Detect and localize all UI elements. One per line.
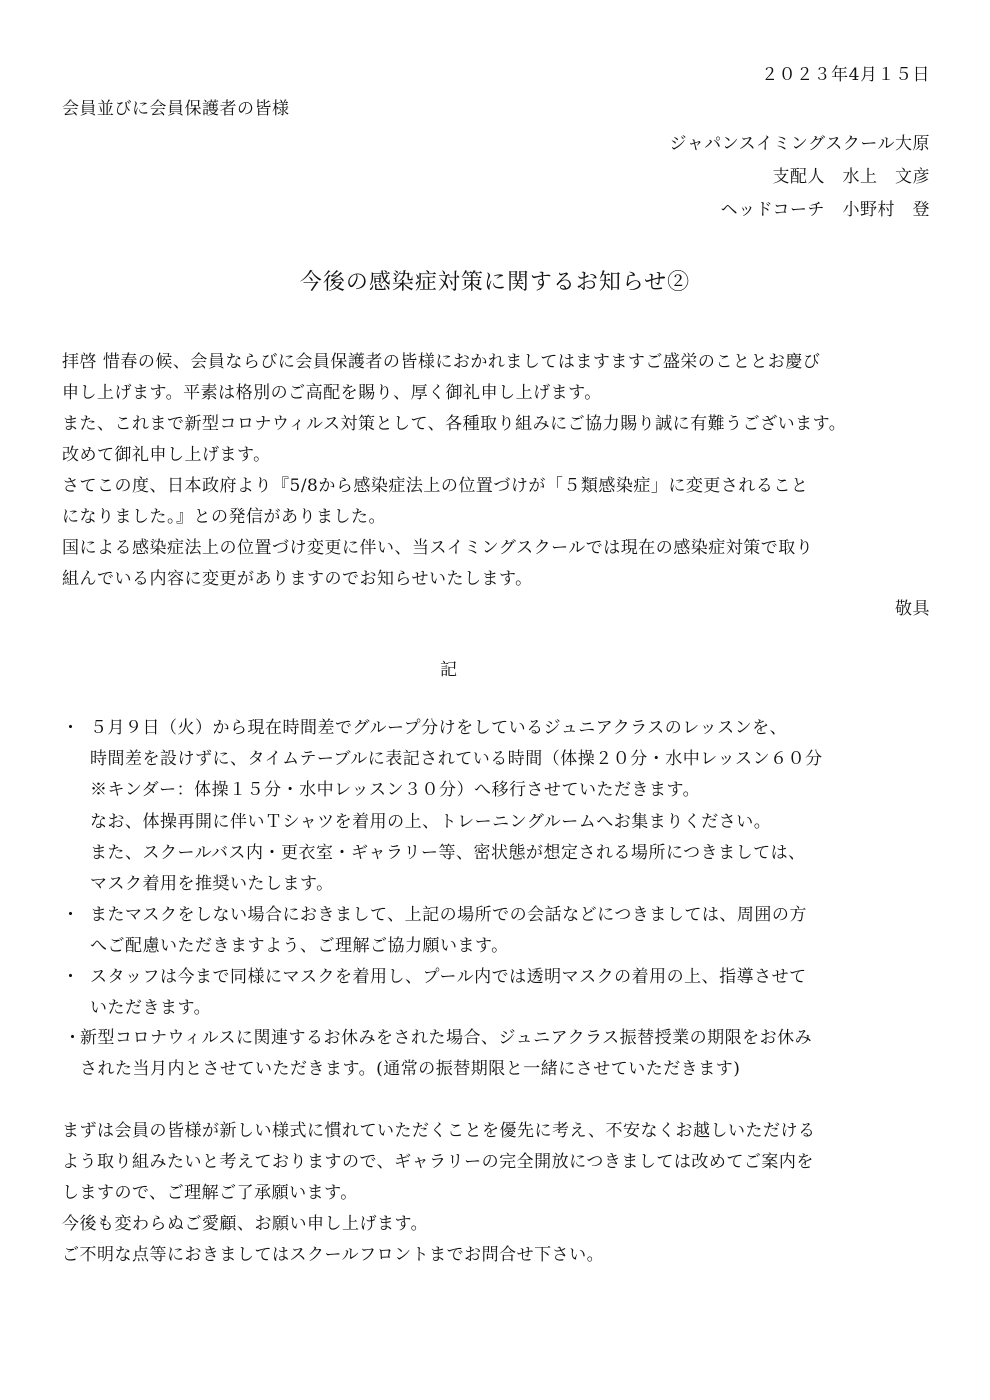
intro-line: また、これまで新型コロナウィルス対策として、各種取り組みにご協力賜り誠に有難うございます。 — [62, 414, 847, 434]
intro-line: になりました。』との発信がありました。 — [62, 507, 386, 527]
sender-organization: ジャパンスイミングスクール大原 — [669, 134, 930, 154]
intro-line: 拝啓 惜春の候、会員ならびに会員保護者の皆様におかれましてはますますご盛栄のこととお慶び — [62, 352, 821, 372]
bullet-1-line: ５月９日（火）から現在時間差でグループ分けをしているジュニアクラスのレッスンを、 — [90, 718, 788, 738]
intro-line: 改めて御礼申し上げます。 — [62, 445, 271, 465]
outro-line: 今後も変わらぬご愛顧、お願い申し上げます。 — [62, 1214, 429, 1234]
bullet-1-line: なお、体操再開に伴いＴシャツを着用の上、トレーニングルームへお集まりください。 — [90, 812, 772, 832]
outro-line: まずは会員の皆様が新しい様式に慣れていただくことを優先に考え、不安なくお越しいただける — [62, 1121, 816, 1141]
intro-line: 組んでいる内容に変更がありますのでお知らせいたします。 — [62, 569, 533, 589]
sender-manager: 支配人 水上 文彦 — [772, 167, 930, 187]
bullet-1-line: 時間差を設けずに、タイムテーブルに表記されている時間（体操２０分・水中レッスン６０分 — [90, 749, 823, 769]
bullet-1-line: また、スクールバス内・更衣室・ギャラリー等、密状態が想定される場所につきましては、 — [90, 843, 806, 863]
bullet-mark: ・ — [62, 967, 79, 987]
bullet-mark: ・ — [62, 718, 79, 738]
recipient-line: 会員並びに会員保護者の皆様 — [62, 99, 290, 119]
intro-line: さてこの度、日本政府より『5/8から感染症法上の位置づけが「５類感染症」に変更されること — [62, 476, 809, 496]
bullet-3-line: いただきます。 — [90, 998, 212, 1018]
bullet-mark: ・ — [62, 905, 79, 925]
bullet-mark: ・ — [64, 1028, 81, 1048]
intro-line: 国による感染症法上の位置づけ変更に伴い、当スイミングスクールでは現在の感染症対策で取り — [62, 538, 814, 558]
document-title: 今後の感染症対策に関するお知らせ② — [299, 270, 691, 295]
bullet-1-line: マスク着用を推奨いたします。 — [90, 874, 334, 894]
bullet-3-line: スタッフは今まで同様にマスクを着用し、プール内では透明マスクの着用の上、指導させて — [90, 967, 807, 987]
bullet-4-line: された当月内とさせていただきます。(通常の振替期限と一緒にさせていただきます) — [80, 1059, 741, 1079]
outro-line: ご不明な点等におきましてはスクールフロントまでお問合せ下さい。 — [62, 1245, 605, 1265]
bullet-2-line: へご配慮いただきますよう、ご理解ご協力願います。 — [90, 936, 509, 956]
intro-line: 申し上げます。平素は格別のご高配を賜り、厚く御礼申し上げます。 — [62, 383, 602, 403]
bullet-1-line: ※キンダー：体操１５分・水中レッスン３０分）へ移行させていただきます。 — [90, 780, 701, 800]
bullet-4-line: 新型コロナウィルスに関連するお休みをされた場合、ジュニアクラス振替授業の期限をお休み — [80, 1028, 813, 1048]
outro-line: しますので、ご理解ご了承願います。 — [62, 1183, 358, 1203]
sender-head-coach: ヘッドコーチ 小野村 登 — [720, 200, 930, 220]
outro-line: よう取り組みたいと考えておりますので、ギャラリーの完全開放につきましては改めてご案内を — [62, 1152, 814, 1172]
bullet-2-line: またマスクをしない場合におきまして、上記の場所での会話などにつきましては、周囲の方 — [90, 905, 807, 925]
ki-heading: 記 — [440, 660, 457, 680]
document-date: ２０２３年4月１５日 — [761, 65, 930, 85]
closing-word: 敬具 — [895, 599, 930, 619]
